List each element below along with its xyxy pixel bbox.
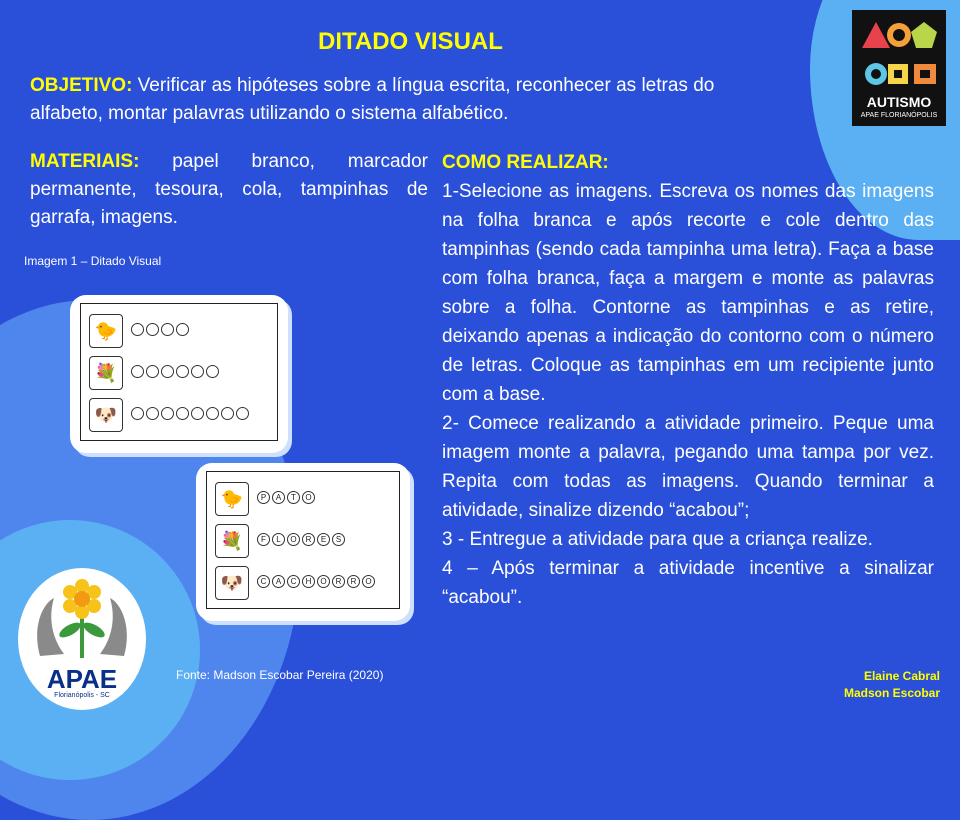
- dog-icon: 🐶: [215, 566, 249, 600]
- letter-cap: E: [317, 533, 330, 546]
- letter-slots: [131, 407, 249, 420]
- activity-card-frame: [80, 303, 278, 441]
- letter-caps-cachorro: [257, 575, 375, 588]
- materials-text: papel branco, marcador permanente, tesoura, cola, tampinhas de garrafa, imagens.: [30, 151, 428, 228]
- letter-cap: H: [302, 575, 315, 588]
- apae-logo: [18, 568, 146, 710]
- letter-caps-pato: [257, 491, 315, 504]
- letter-cap: A: [272, 491, 285, 504]
- how-to-step-3: 3 - Entregue a atividade para que a criança realize.: [442, 529, 873, 550]
- letter-cap: S: [332, 533, 345, 546]
- flower-pot-icon: 💐: [89, 356, 123, 390]
- activity-card-filled: [196, 463, 410, 621]
- letter-cap: O: [317, 575, 330, 588]
- letter-cap: R: [347, 575, 360, 588]
- apae-logo-subtext: Florianópolis - SC: [54, 692, 110, 699]
- letter-cap: A: [272, 575, 285, 588]
- credit-author: Elaine Cabral: [863, 669, 940, 683]
- materials-label: MATERIAIS:: [30, 151, 140, 172]
- how-to-step-1: 1-Selecione as imagens. Escreva os nomes das imagens na folha branca e após recorte e cole dentro das tampinhas (sendo cada tampinha uma letra). Faça a base com folha branca, faça a margem e monte as palavras sobre a folha. Contorne as tampinhas e as retire, deixando apenas a indicação do contorno com o número de letras. Coloque as tampinhas em um recipiente junto com a base.: [442, 181, 934, 405]
- dog-icon: 🐶: [89, 398, 123, 432]
- letter-cap: R: [332, 575, 345, 588]
- duck-icon: 🐤: [215, 482, 249, 516]
- letter-cap: O: [287, 533, 300, 546]
- letter-cap: O: [302, 491, 315, 504]
- apae-flower-hands-icon: [18, 568, 146, 664]
- duck-icon: 🐤: [89, 314, 123, 348]
- autismo-logo-subtext: APAE FLORIANÓPOLIS: [860, 112, 938, 119]
- letter-cap: R: [302, 533, 315, 546]
- letter-cap: O: [362, 575, 375, 588]
- activity-card-blank: [70, 295, 288, 453]
- image-caption: Imagem 1 – Ditado Visual: [24, 254, 162, 268]
- autismo-shapes-icon: [852, 10, 946, 94]
- letter-caps-flores: [257, 533, 345, 546]
- letter-cap: F: [257, 533, 270, 546]
- letter-cap: P: [257, 491, 270, 504]
- letter-slots: [131, 323, 189, 336]
- flower-pot-icon: 💐: [215, 524, 249, 558]
- letter-cap: T: [287, 491, 300, 504]
- page-title: DITADO VISUAL: [318, 28, 503, 55]
- how-to-label: COMO REALIZAR:: [442, 152, 609, 173]
- materials-paragraph: [30, 148, 428, 232]
- objective-label: OBJETIVO:: [30, 75, 133, 96]
- letter-cap: C: [257, 575, 270, 588]
- credits: [844, 668, 940, 702]
- autismo-logo-text: AUTISMO: [866, 94, 932, 110]
- objective-paragraph: [30, 72, 790, 128]
- how-to-step-2: 2- Comece realizando a atividade primeiro. Peque uma imagem monte a palavra, pegando uma tampa por vez. Repita com todas as imagens. Quando terminar a atividade, sinalize dizendo “acabou”;: [442, 413, 934, 521]
- letter-slots: [131, 365, 219, 378]
- letter-cap: L: [272, 533, 285, 546]
- credit-author: Madson Escobar: [843, 686, 940, 700]
- activity-card-frame: [206, 471, 400, 609]
- objective-text: Verificar as hipóteses sobre a língua escrita, reconhecer as letras do alfabeto, montar palavras utilizando o sistema alfabético.: [30, 75, 715, 124]
- image-source: Fonte: Madson Escobar Pereira (2020): [176, 668, 384, 682]
- letter-cap: C: [287, 575, 300, 588]
- apae-logo-text: APAE: [46, 664, 118, 694]
- how-to-step-4: 4 – Após terminar a atividade incentive a sinalizar “acabou”.: [442, 558, 934, 608]
- how-to-section: [442, 148, 934, 612]
- autismo-logo: [852, 10, 946, 126]
